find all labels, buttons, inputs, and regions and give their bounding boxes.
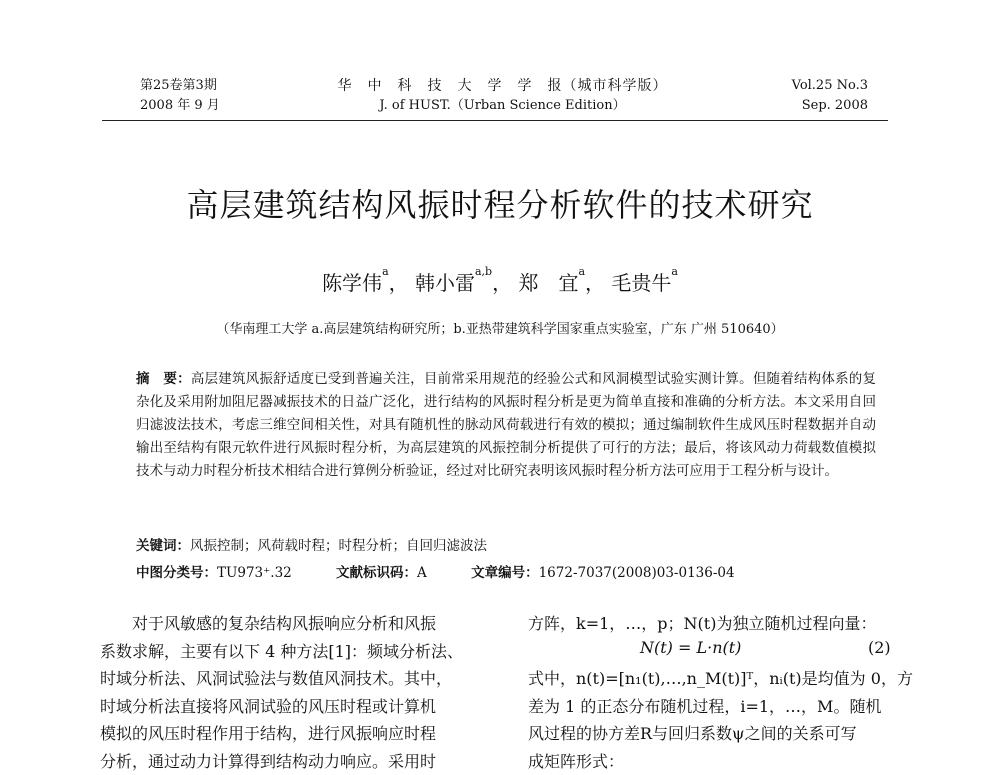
header-vol-no: Vol.25 No.3: [760, 76, 868, 96]
doc-code-value: A: [417, 565, 427, 581]
body-line: 时域分析法直接将风洞试验的风压时程或计算机: [100, 693, 480, 721]
body-left-column: [100, 610, 480, 775]
article-no-label: 文章编号：: [471, 565, 539, 581]
body-line: 式中，n(t)=[n₁(t),…,n_M(t)]ᵀ，nᵢ(t)是均值为 0，方: [528, 665, 908, 693]
body-line: 时域分析法、风洞试验法与数值风洞技术。其中，: [100, 665, 480, 693]
body-line: 方阵，k=1，…，p；N(t)为独立随机过程向量：: [528, 610, 908, 638]
abstract-label: 摘 要：: [136, 371, 191, 387]
affiliation: （华南理工大学 a.高层建筑结构研究所；b.亚热带建筑科学国家重点实验室，广东 广州 510640）: [0, 318, 1000, 337]
body-line: 成矩阵形式：: [528, 748, 908, 775]
author-name: 郑 宜: [518, 271, 578, 295]
header-volume: 第25卷第3期: [140, 76, 217, 96]
body-line: 风过程的协方差R与回归系数ψ之间的关系可写: [528, 720, 908, 748]
author-name: 毛贵牛: [611, 271, 671, 295]
clc-label: 中图分类号：: [136, 565, 217, 581]
abstract: [136, 368, 876, 483]
author-name: 陈学伟: [322, 271, 382, 295]
author-list: 陈学伟$^a$， 韩小雷$^{a,b}$， 郑 宜$^a$， 毛贵牛$^a$: [0, 267, 1000, 296]
article-no-value: 1672-7037(2008)03-0136-04: [539, 565, 735, 581]
author-affil-mark: a: [578, 265, 585, 278]
body-line: 对于风敏感的复杂结构风振响应分析和风振: [100, 610, 480, 638]
body-line: 差为 1 的正态分布随机过程，i=1，…，M。随机: [528, 693, 908, 721]
header-date: 2008 年 9 月: [140, 96, 220, 116]
header-journal-cn: 华 中 科 技 大 学 学 报（城市科学版）: [330, 76, 675, 96]
author-affil-mark: a,b: [475, 265, 492, 278]
doc-code-label: 文献标识码：: [336, 565, 417, 581]
equation-number: (2): [868, 638, 891, 657]
body-line: 系数求解，主要有以下 4 种方法[1]：频域分析法、: [100, 638, 480, 666]
keywords: [136, 534, 876, 554]
body-line: 模拟的风压时程作用于结构，进行风振响应时程: [100, 720, 480, 748]
body-right-column: [528, 610, 908, 638]
keywords-label: 关键词：: [136, 538, 190, 554]
equation-2: N(t) = L·n(t): [640, 638, 741, 657]
header-month: Sep. 2008: [760, 96, 868, 116]
keywords-text: 风振控制；风荷载时程；时程分析；自回归滤波法: [190, 538, 487, 554]
body-line: 分析，通过动力计算得到结构动力响应。采用时: [100, 748, 480, 775]
classification-line: [136, 561, 876, 581]
paper-title: 高层建筑结构风振时程分析软件的技术研究: [0, 180, 1000, 226]
author-affil-mark: a: [382, 265, 389, 278]
header-journal-en: J. of HUST.（Urban Science Edition）: [330, 96, 675, 116]
body-right-column-cont: [528, 665, 908, 775]
header-rule: [102, 120, 888, 121]
abstract-text: 高层建筑风振舒适度已受到普遍关注，目前常采用规范的经验公式和风洞模型试验实测计算。但随着结构体系的复杂化及采用附加阻尼器减振技术的日益广泛化，进行结构的风振时程分析是更为简单直接和准确的分析方法。本文采用自回归滤波法技术，考虑三维空间相关性，对具有随机性的脉动风荷载进行有效的模拟；通过编制软件生成风压时程数据并自动输出至结构有限元软件进行风振时程分析，为高层建筑的风振控制分析提供了可行的方法；最后，将该风动力荷载数值模拟技术与动力时程分析技术相结合进行算例分析验证，经过对比研究表明该风振时程分析方法可应用于工程分析与设计。: [136, 371, 876, 479]
clc-value: TU973⁺.32: [217, 565, 292, 581]
author-name: 韩小雷: [415, 271, 475, 295]
author-affil-mark: a: [671, 265, 678, 278]
